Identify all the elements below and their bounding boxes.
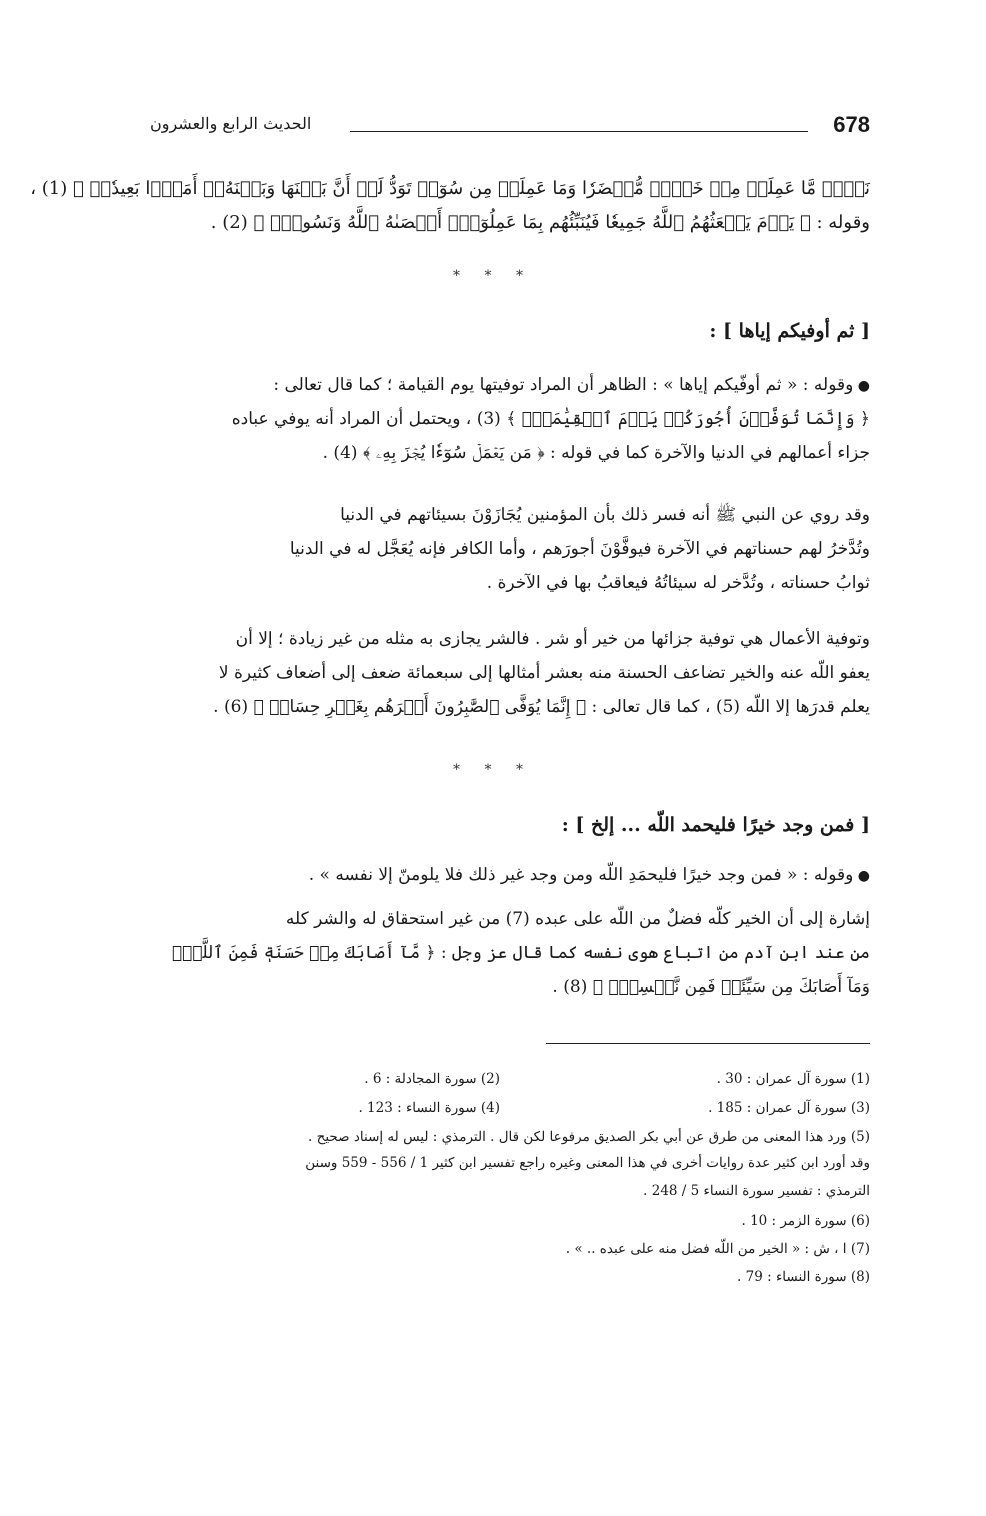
- footnote-row: [160, 1066, 870, 1092]
- footnote-3: (3) سورة آل عمران : 185 .: [708, 1100, 870, 1116]
- running-title: الحديث الرابع والعشرون: [150, 114, 312, 133]
- footnote-separator: [546, 1043, 870, 1044]
- section2-paragraph: [160, 902, 870, 1004]
- bullet-icon: ●: [853, 378, 870, 394]
- text-line: وتوفية الأعمال هي توفية جزائها من خير أو شر . فالشر يجازى به مثله من غير زيادة ؛ إلا أن: [235, 629, 870, 649]
- footnote-row: [160, 1095, 870, 1121]
- section2-paragraph: [160, 858, 870, 892]
- section-heading: [ فمن وجد خيرًا فليحمد اللّه ... إلخ ] :: [561, 814, 870, 836]
- section-heading: [ ثم أوفيكم إياها ] :: [709, 320, 870, 342]
- section1-paragraph: [160, 498, 870, 600]
- footnote-7: (7) ا ، ش : « الخير من اللّه فضل منه على عبده .. » .: [565, 1241, 870, 1257]
- top-verse-block: [30, 172, 870, 240]
- section1-paragraph: [160, 368, 870, 470]
- footnote-2: (2) سورة المجادلة : 6 .: [364, 1071, 500, 1087]
- section-separator: * * *: [453, 762, 533, 778]
- footnote-1: (1) سورة آل عمران : 30 .: [716, 1071, 870, 1087]
- section1-paragraph: [160, 622, 870, 724]
- page-number: 678: [833, 112, 870, 137]
- text-line: جزاء أعمالهم في الدنيا والآخرة كما في قوله : ﴿ مَن يَعۡمَلۡ سُوٓءٗا يُجۡزَ بِهِۦ ﴾ (4) .: [322, 443, 870, 463]
- footnote-6: (6) سورة الزمر : 10 .: [741, 1213, 870, 1229]
- bullet-icon: ●: [853, 868, 870, 884]
- text-line: وَمَآ أَصَابَكَ مِن سَيِّئَةٖ فَمِن نَّفۡسِكَۚ ﴾ (8) .: [552, 977, 870, 997]
- text-line: وتُدَّخرُ لهم حسناتهم في الآخرة فيوفَّوْنَ أجورَهم ، وأما الكافر فإنه يُعَجَّل له في الدنيا: [289, 539, 870, 559]
- footnote-5-cont: الترمذي : تفسير سورة النساء 5 / 248 .: [643, 1183, 870, 1199]
- footnote-5: (5) ورد هذا المعنى من طرق عن أبي بكر الصديق مرفوعا لكن قال . الترمذي : ليس له إسناد صحيح .: [308, 1129, 870, 1145]
- text-line: يعفو اللّه عنه والخير تضاعف الحسنة منه بعشر أمثالها إلى سبعمائة ضعف إلى أضعاف كثيرة لا: [218, 663, 870, 683]
- verse-line: وقوله : ﴿ يَوۡمَ يَبۡعَثُهُمُ ٱللَّهُ جَمِيعٗا فَيُنَبِّئُهُم بِمَا عَمِلُوٓاْۚ أَحۡصَىٰهُ ٱللَّهُ وَنَسُوهُۚ ﴾ (2) .: [210, 212, 870, 233]
- text-line: وقد روي عن النبي ﷺ أنه فسر ذلك بأن المؤمنين يُجَازَوْنَ بسيئاتهم في الدنيا: [340, 505, 870, 525]
- header-rule: [350, 131, 808, 132]
- text-line: إشارة إلى أن الخير كلّه فضلٌ من اللّه على عبده (7) من غير استحقاق له والشر كله: [285, 909, 870, 929]
- footnote-8: (8) سورة النساء : 79 .: [737, 1269, 870, 1285]
- text-line: ثوابُ حسناته ، وتُدَّخر له سيئاتُهُ فيعاقبُ بها في الآخرة .: [486, 573, 870, 593]
- verse-line: نَفۡسٖ مَّا عَمِلَتۡ مِنۡ خَيۡرٖ مُّحۡضَرٗا وَمَا عَمِلَتۡ مِن سُوٓءٖ تَوَدُّ لَوۡ أَنَّ بَيۡنَهَا وَبَيۡنَهُۥٓ أَمَدَۢا بَعِيدٗاۗ ﴾ (1) ،: [30, 178, 870, 199]
- text-line: ● وقوله : « فمن وجد خيرًا فليحمَدِ اللّه ومن وجد غير ذلك فلا يلومنّ إلا نفسه » .: [308, 865, 870, 885]
- footnote-5-cont: وقد أورد ابن كثير عدة روايات أخرى في هذا المعنى وغيره راجع تفسير ابن كثير 1 / 556 - 559 وسنن: [305, 1155, 870, 1171]
- running-header: [150, 112, 870, 148]
- text-line: ● وقوله : « ثم أوفّيكم إياها » : الظاهر أن المراد توفيتها يوم القيامة ؛ كما قال تعالى :: [273, 375, 870, 395]
- text-line: من عند ابن آدم من اتباع هوى نفسه كما قال عز وجل : ﴿ مَّآ أَصَابَكَ مِنۡ حَسَنَةٖ فَمِنَ ٱللَّهِۖ: [171, 943, 870, 963]
- text-line: يعلم قدرَها إلا اللّه (5) ، كما قال تعالى : ﴿ إِنَّمَا يُوَفَّى ٱلصَّٰبِرُونَ أَجۡرَهُم بِغَيۡرِ حِسَابٖ ﴾ (6) .: [213, 697, 870, 717]
- footnote-4: (4) سورة النساء : 123 .: [358, 1100, 500, 1116]
- section-separator: * * *: [453, 268, 533, 284]
- text-line: ﴿ وَإِنَّمَا تُوَفَّوۡنَ أُجُورَكُمۡ يَوۡمَ ٱلۡقِيَٰمَةِۖ ﴾ (3) ، ويحتمل أن المراد أنه يوفي عباده: [231, 409, 870, 429]
